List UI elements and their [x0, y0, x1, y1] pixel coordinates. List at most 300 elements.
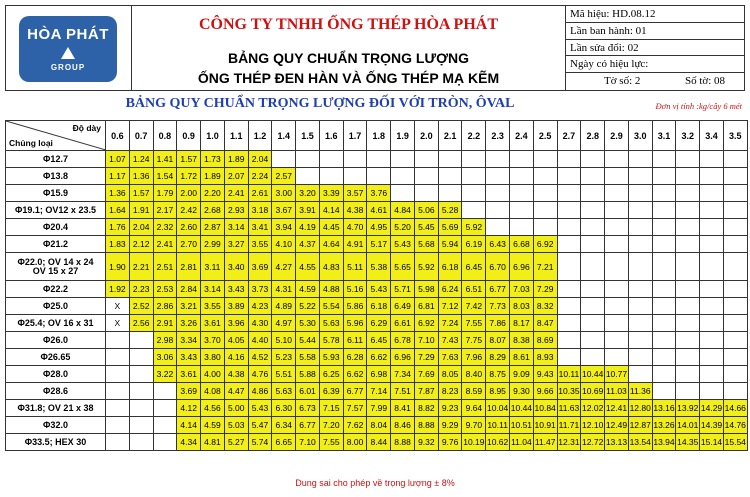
- weight-cell: 8.59: [462, 383, 486, 400]
- weight-cell: 4.12: [177, 400, 201, 417]
- empty-cell: [414, 168, 438, 185]
- weight-cell: 6.61: [391, 315, 415, 332]
- empty-cell: [700, 298, 724, 315]
- empty-cell: [319, 168, 343, 185]
- table-row: [6, 253, 748, 281]
- empty-cell: [652, 366, 676, 383]
- empty-cell: [510, 202, 534, 219]
- empty-cell: [700, 185, 724, 202]
- pipe-type-label: Φ31.8; OV 21 x 38: [6, 400, 106, 417]
- empty-cell: [557, 202, 581, 219]
- pipe-type-label: Φ12.7: [6, 151, 106, 168]
- weight-cell: 5.88: [296, 366, 320, 383]
- weight-cell: 3.39: [319, 185, 343, 202]
- empty-cell: [367, 151, 391, 168]
- document-title-line2: ỐNG THÉP ĐEN HÀN VÀ ỐNG THÉP MẠ KẼM: [197, 70, 500, 86]
- weight-cell: 4.40: [248, 332, 272, 349]
- thickness-header: 1.2: [248, 121, 272, 151]
- empty-cell: [486, 168, 510, 185]
- weight-cell: 5.03: [224, 417, 248, 434]
- weight-cell: 1.79: [153, 185, 177, 202]
- empty-cell: [557, 298, 581, 315]
- empty-cell: [700, 236, 724, 253]
- table-row: [6, 434, 748, 451]
- weight-cell: 10.19: [462, 434, 486, 451]
- weight-cell: 3.00: [272, 185, 296, 202]
- weight-cell: 1.72: [177, 168, 201, 185]
- weight-cell: 3.91: [296, 202, 320, 219]
- weight-cell: 8.29: [486, 349, 510, 366]
- table-row: [6, 281, 748, 298]
- logo-name: HÒA PHÁT: [27, 26, 109, 43]
- weight-cell: 7.63: [438, 349, 462, 366]
- empty-cell: [533, 151, 557, 168]
- empty-cell: [272, 151, 296, 168]
- empty-cell: [106, 332, 130, 349]
- weight-cell: 3.22: [153, 366, 177, 383]
- tolerance-note: Dung sai cho phép về trọng lượng ± 8%: [295, 478, 455, 488]
- empty-cell: [581, 236, 605, 253]
- weight-cell: 1.89: [201, 168, 225, 185]
- empty-cell: [628, 236, 652, 253]
- empty-cell: [581, 185, 605, 202]
- empty-cell: [676, 253, 700, 281]
- weight-cell: 7.10: [414, 332, 438, 349]
- empty-cell: [557, 151, 581, 168]
- weight-cell: 10.11: [486, 417, 510, 434]
- empty-cell: [557, 185, 581, 202]
- empty-cell: [319, 151, 343, 168]
- weight-cell: 2.91: [153, 315, 177, 332]
- weight-cell: 6.96: [391, 349, 415, 366]
- empty-cell: [605, 219, 629, 236]
- weight-cell: 3.73: [248, 281, 272, 298]
- empty-cell: [129, 349, 153, 366]
- weight-cell: 5.78: [319, 332, 343, 349]
- weight-cell: 2.04: [248, 151, 272, 168]
- weight-cell: 7.51: [391, 383, 415, 400]
- weight-cell: 4.37: [296, 236, 320, 253]
- corner-thickness-label: Độ dày: [72, 123, 101, 133]
- weight-table: [5, 120, 748, 451]
- empty-cell: [533, 168, 557, 185]
- weight-cell: 2.04: [129, 219, 153, 236]
- weight-cell: 4.38: [343, 202, 367, 219]
- empty-cell: [129, 400, 153, 417]
- weight-cell: 4.59: [296, 281, 320, 298]
- empty-cell: [510, 151, 534, 168]
- weight-cell: 6.96: [510, 253, 534, 281]
- weight-cell: 6.25: [319, 366, 343, 383]
- weight-cell: 4.89: [272, 298, 296, 315]
- thickness-header: 2.8: [581, 121, 605, 151]
- weight-cell: 6.81: [414, 298, 438, 315]
- weight-cell: 7.21: [533, 253, 557, 281]
- thickness-header: 1.7: [343, 121, 367, 151]
- weight-cell: 8.17: [510, 315, 534, 332]
- weight-cell: 2.53: [153, 281, 177, 298]
- weight-cell: 9.43: [533, 366, 557, 383]
- company-name: CÔNG TY TNHH ỐNG THÉP HÒA PHÁT: [198, 16, 498, 33]
- empty-cell: [652, 253, 676, 281]
- weight-cell: 1.41: [153, 151, 177, 168]
- weight-cell: 8.88: [414, 417, 438, 434]
- weight-cell: 12.72: [581, 434, 605, 451]
- weight-cell: 12.49: [605, 417, 629, 434]
- empty-cell: [676, 236, 700, 253]
- weight-cell: 7.43: [438, 332, 462, 349]
- weight-cell: 1.73: [201, 151, 225, 168]
- empty-cell: [628, 332, 652, 349]
- empty-cell: [153, 400, 177, 417]
- weight-cell: 8.23: [438, 383, 462, 400]
- weight-cell: 9.64: [462, 400, 486, 417]
- weight-cell: 9.23: [438, 400, 462, 417]
- thickness-header: 2.1: [438, 121, 462, 151]
- empty-cell: [628, 168, 652, 185]
- empty-cell: [700, 349, 724, 366]
- weight-cell: 2.70: [177, 236, 201, 253]
- weight-cell: 11.71: [557, 417, 581, 434]
- weight-cell: 5.63: [319, 315, 343, 332]
- weight-cell: 9.30: [510, 383, 534, 400]
- weight-cell: 5.43: [248, 400, 272, 417]
- weight-cell: 2.17: [153, 202, 177, 219]
- weight-cell: 3.11: [201, 253, 225, 281]
- weight-cell: 4.86: [248, 383, 272, 400]
- empty-cell: [605, 281, 629, 298]
- weight-cell: 1.92: [106, 281, 130, 298]
- weight-cell: 4.61: [367, 202, 391, 219]
- empty-cell: [676, 151, 700, 168]
- weight-cell: 3.43: [224, 281, 248, 298]
- weight-cell: 11.36: [628, 383, 652, 400]
- weight-cell: 6.29: [367, 315, 391, 332]
- weight-cell: 4.38: [224, 366, 248, 383]
- weight-cell: 4.97: [272, 315, 296, 332]
- weight-cell: 6.65: [272, 434, 296, 451]
- empty-cell: [723, 151, 747, 168]
- empty-cell: [628, 281, 652, 298]
- empty-cell: [605, 253, 629, 281]
- table-row: [6, 168, 748, 185]
- weight-cell: 5.17: [367, 236, 391, 253]
- weight-cell: 5.11: [343, 253, 367, 281]
- weight-cell: 6.51: [462, 281, 486, 298]
- empty-cell: [438, 185, 462, 202]
- weight-cell: 1.57: [177, 151, 201, 168]
- weight-cell: 6.28: [343, 349, 367, 366]
- empty-cell: [533, 202, 557, 219]
- weight-cell: 2.23: [129, 281, 153, 298]
- table-row: [6, 366, 748, 383]
- weight-cell: 6.98: [367, 366, 391, 383]
- thickness-header: 3.4: [700, 121, 724, 151]
- thickness-header: 0.6: [106, 121, 130, 151]
- empty-cell: [605, 168, 629, 185]
- empty-cell: [557, 219, 581, 236]
- weight-cell: 4.47: [224, 383, 248, 400]
- empty-cell: [581, 253, 605, 281]
- empty-cell: [628, 185, 652, 202]
- empty-cell: [106, 400, 130, 417]
- empty-cell: [462, 185, 486, 202]
- weight-cell: 4.88: [319, 281, 343, 298]
- weight-cell: 7.99: [367, 400, 391, 417]
- empty-cell: [581, 151, 605, 168]
- logo-cell: [6, 6, 132, 90]
- empty-cell: [700, 168, 724, 185]
- weight-cell: 6.73: [296, 400, 320, 417]
- weight-cell: 7.29: [533, 281, 557, 298]
- thickness-header: 1.1: [224, 121, 248, 151]
- weight-cell: 3.40: [224, 253, 248, 281]
- weight-cell: 4.76: [248, 366, 272, 383]
- empty-cell: [129, 366, 153, 383]
- empty-cell: [723, 332, 747, 349]
- weight-cell: 9.76: [438, 434, 462, 451]
- weight-cell: 7.15: [319, 400, 343, 417]
- empty-cell: [723, 168, 747, 185]
- empty-cell: [605, 315, 629, 332]
- weight-cell: 7.24: [438, 315, 462, 332]
- empty-cell: [486, 151, 510, 168]
- weight-cell: 2.86: [153, 298, 177, 315]
- meta-revision: Lần sửa đổi: 02: [566, 40, 745, 57]
- company-logo: [19, 16, 117, 82]
- weight-cell: 12.41: [605, 400, 629, 417]
- empty-cell: [391, 185, 415, 202]
- thickness-header: 2.2: [462, 121, 486, 151]
- empty-cell: [628, 151, 652, 168]
- weight-cell: 8.69: [533, 332, 557, 349]
- thickness-header: 3.1: [652, 121, 676, 151]
- thickness-header: 1.5: [296, 121, 320, 151]
- weight-cell: 15.14: [700, 434, 724, 451]
- weight-cell: 6.30: [272, 400, 296, 417]
- weight-cell: 3.69: [177, 383, 201, 400]
- weight-cell: 2.12: [129, 236, 153, 253]
- thickness-header: 2.9: [605, 121, 629, 151]
- weight-cell: 8.82: [414, 400, 438, 417]
- weight-cell: 2.07: [224, 168, 248, 185]
- weight-cell: 8.47: [533, 315, 557, 332]
- table-row: [6, 349, 748, 366]
- weight-cell: 6.62: [343, 366, 367, 383]
- empty-cell: [723, 185, 747, 202]
- empty-cell: [723, 366, 747, 383]
- empty-cell: [676, 168, 700, 185]
- weight-cell: 4.70: [343, 219, 367, 236]
- weight-cell: 6.11: [343, 332, 367, 349]
- weight-cell: 3.89: [224, 298, 248, 315]
- weight-cell: 8.46: [391, 417, 415, 434]
- weight-cell: 3.57: [343, 185, 367, 202]
- empty-cell: [581, 332, 605, 349]
- weight-cell: 5.68: [414, 236, 438, 253]
- empty-cell: [700, 202, 724, 219]
- weight-cell: 5.74: [248, 434, 272, 451]
- weight-cell: 8.75: [486, 366, 510, 383]
- weight-cell: 12.10: [581, 417, 605, 434]
- weight-cell: 5.51: [272, 366, 296, 383]
- weight-cell: 7.86: [486, 315, 510, 332]
- weight-cell: 4.95: [367, 219, 391, 236]
- weight-cell: 6.77: [486, 281, 510, 298]
- weight-cell: 5.63: [272, 383, 296, 400]
- weight-cell: 6.78: [391, 332, 415, 349]
- weight-cell: 8.00: [343, 434, 367, 451]
- weight-cell: 4.64: [319, 236, 343, 253]
- weight-cell: 5.86: [343, 298, 367, 315]
- weight-cell: 8.32: [533, 298, 557, 315]
- weight-cell: 6.77: [296, 417, 320, 434]
- meta-pages: [566, 73, 745, 90]
- weight-cell: 5.47: [248, 417, 272, 434]
- weight-cell: 14.39: [700, 417, 724, 434]
- weight-cell: 3.61: [201, 315, 225, 332]
- empty-cell: [628, 298, 652, 315]
- weight-cell: 6.92: [533, 236, 557, 253]
- weight-cell: 6.19: [462, 236, 486, 253]
- weight-cell: 9.09: [510, 366, 534, 383]
- weight-cell: 8.04: [367, 417, 391, 434]
- weight-cell: 9.29: [438, 417, 462, 434]
- table-row: [6, 383, 748, 400]
- weight-cell: 5.20: [391, 219, 415, 236]
- meta-page-number: Tờ số: 2: [604, 75, 641, 88]
- empty-cell: [652, 281, 676, 298]
- weight-cell: 6.62: [367, 349, 391, 366]
- empty-cell: [723, 236, 747, 253]
- logo-group: GROUP: [50, 63, 86, 72]
- weight-cell: 5.22: [296, 298, 320, 315]
- pipe-type-label: Φ25.0: [6, 298, 106, 315]
- table-row: [6, 417, 748, 434]
- weight-cell: 13.54: [628, 434, 652, 451]
- thickness-header: 3.5: [723, 121, 747, 151]
- weight-cell: 5.54: [319, 298, 343, 315]
- weight-cell: 1.36: [129, 168, 153, 185]
- weight-cell: 3.76: [367, 185, 391, 202]
- meta-effective-date: Ngày có hiệu lực:: [566, 56, 745, 73]
- weight-cell: 14.01: [676, 417, 700, 434]
- empty-cell: [129, 417, 153, 434]
- empty-cell: [557, 236, 581, 253]
- weight-cell: 4.34: [177, 434, 201, 451]
- weight-cell: 3.96: [224, 315, 248, 332]
- empty-cell: [557, 315, 581, 332]
- weight-cell: 7.10: [296, 434, 320, 451]
- meta-page-count: Số tờ: 08: [685, 75, 726, 88]
- weight-cell: 1.17: [106, 168, 130, 185]
- weight-cell: 3.26: [177, 315, 201, 332]
- empty-cell: [723, 298, 747, 315]
- weight-cell: 5.92: [462, 219, 486, 236]
- empty-cell: [106, 383, 130, 400]
- empty-cell: [557, 281, 581, 298]
- empty-cell: [723, 281, 747, 298]
- weight-cell: 2.41: [153, 236, 177, 253]
- meta-code: Mã hiệu: HD.08.12: [566, 6, 745, 23]
- weight-cell: 4.14: [177, 417, 201, 434]
- weight-cell: 4.30: [248, 315, 272, 332]
- empty-cell: [676, 366, 700, 383]
- document-meta: [565, 6, 745, 90]
- empty-cell: [652, 185, 676, 202]
- empty-cell: [581, 168, 605, 185]
- weight-cell: 6.49: [391, 298, 415, 315]
- weight-cell: 12.87: [628, 417, 652, 434]
- empty-cell: [676, 298, 700, 315]
- empty-cell: [153, 417, 177, 434]
- weight-cell: 5.45: [414, 219, 438, 236]
- weight-cell: 5.96: [343, 315, 367, 332]
- empty-cell: [700, 219, 724, 236]
- table-row: [6, 236, 748, 253]
- empty-cell: [510, 219, 534, 236]
- empty-cell: [438, 151, 462, 168]
- empty-cell: [414, 185, 438, 202]
- weight-cell: 14.66: [723, 400, 747, 417]
- weight-cell: 14.76: [723, 417, 747, 434]
- weight-cell: 2.60: [177, 219, 201, 236]
- weight-cell: 5.44: [296, 332, 320, 349]
- weight-cell: 4.56: [201, 400, 225, 417]
- empty-cell: [628, 366, 652, 383]
- weight-cell: 5.23: [272, 349, 296, 366]
- weight-cell: 10.77: [605, 366, 629, 383]
- empty-cell: [605, 202, 629, 219]
- empty-cell: [700, 151, 724, 168]
- weight-cell: 5.65: [391, 253, 415, 281]
- empty-cell: [343, 168, 367, 185]
- weight-cell: 7.55: [462, 315, 486, 332]
- weight-cell: 4.05: [224, 332, 248, 349]
- empty-cell: [605, 298, 629, 315]
- weight-cell: 13.13: [605, 434, 629, 451]
- empty-cell: [367, 168, 391, 185]
- table-row: [6, 298, 748, 315]
- empty-cell: [605, 151, 629, 168]
- weight-cell: 8.61: [510, 349, 534, 366]
- weight-cell: 8.05: [438, 366, 462, 383]
- empty-cell: [557, 253, 581, 281]
- empty-cell: [723, 202, 747, 219]
- weight-cell: 5.58: [296, 349, 320, 366]
- weight-cell: 12.02: [581, 400, 605, 417]
- empty-cell: [129, 434, 153, 451]
- empty-cell: [557, 332, 581, 349]
- empty-cell: [581, 202, 605, 219]
- weight-cell: 3.20: [296, 185, 320, 202]
- pipe-type-label: Φ26.0: [6, 332, 106, 349]
- weight-cell: 8.95: [486, 383, 510, 400]
- weight-cell: 1.89: [224, 151, 248, 168]
- empty-cell: [129, 383, 153, 400]
- weight-cell: 12.80: [628, 400, 652, 417]
- empty-cell: [581, 219, 605, 236]
- weight-cell: 10.44: [510, 400, 534, 417]
- empty-cell: [700, 281, 724, 298]
- weight-cell: 1.76: [106, 219, 130, 236]
- weight-cell: 4.16: [224, 349, 248, 366]
- weight-cell: 6.68: [510, 236, 534, 253]
- weight-cell: 7.57: [343, 400, 367, 417]
- empty-cell: [106, 366, 130, 383]
- empty-cell: [414, 151, 438, 168]
- table-corner-cell: [6, 121, 106, 151]
